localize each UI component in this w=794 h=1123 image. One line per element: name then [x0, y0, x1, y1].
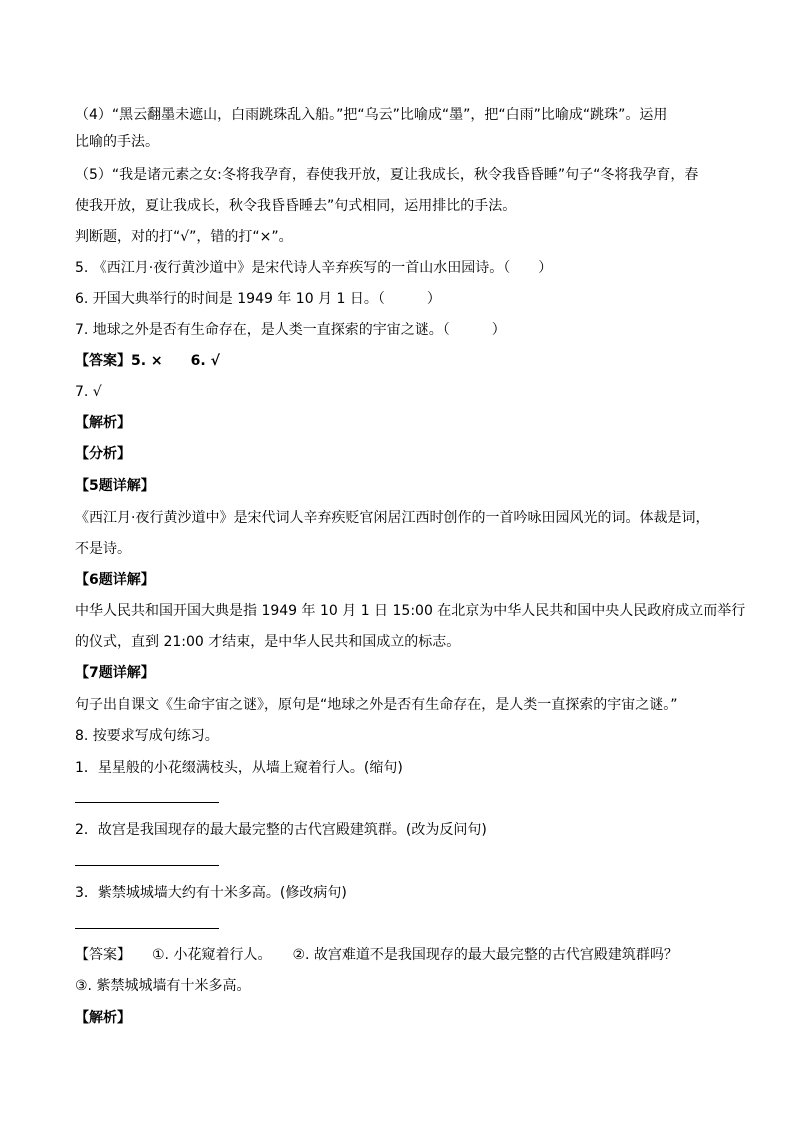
answer-5-6: 【答案】5. × 6. √: [75, 353, 220, 369]
question-7: 7. 地球之外是否有生命存在，是人类一直探索的宇宙之谜。（ ）: [75, 322, 506, 338]
detail-7-text: 句子出自课文《生命宇宙之谜》，原句是“地球之外是否有生命存在，是人类一直探索的宇宙之谜。”: [75, 697, 678, 713]
text-line-q5-cont: 使我开放，夏让我成长，秋令我昏昏睡去”句式相同，运用排比的手法。: [75, 198, 517, 214]
question-8-3: 3．紫禁城城墙大约有十米多高。(修改病句): [75, 885, 347, 901]
analysis-heading: 【解析】: [75, 415, 131, 431]
text-line-q4-cont: 比喻的手法。: [75, 134, 159, 150]
answer-7: 7. √: [75, 384, 102, 400]
question-8-2: 2．故宫是我国现存的最大最完整的古代宫殿建筑群。(改为反问句): [75, 822, 487, 838]
detail-5-text-cont: 不是诗。: [75, 541, 131, 557]
answer-blank-2: [75, 865, 219, 866]
answer-blank-3: [75, 928, 219, 929]
answer-blank-1: [75, 802, 219, 803]
detail-6-text: 中华人民共和国开国大典是指 1949 年 10 月 1 日 15:00 在北京为中华人民共和国中央人民政府成立而举行: [75, 603, 746, 619]
detail-6-text-cont: 的仪式，直到 21:00 才结束，是中华人民共和国成立的标志。: [75, 634, 461, 650]
question-8-1: 1．星星般的小花缀满枝头，从墙上窥着行人。(缩句): [75, 760, 403, 776]
text-line-q5: （5）“我是诸元素之女:冬将我孕育，春使我开放，夏让我成长，秋令我昏昏睡”句子“冬将我孕育，春: [75, 167, 699, 183]
detail-5-heading: 【5题详解】: [75, 478, 155, 494]
question-6: 6. 开国大典举行的时间是 1949 年 10 月 1 日。（ ）: [75, 291, 441, 307]
detail-6-heading: 【6题详解】: [75, 572, 155, 588]
answer-8-cont: ③. 紫禁城城墙有十米多高。: [75, 978, 251, 994]
fenxi-heading: 【分析】: [75, 446, 131, 462]
judge-instruction: 判断题，对的打“√”，错的打“×”。: [75, 229, 293, 245]
analysis-heading-2: 【解析】: [75, 1010, 131, 1026]
question-8: 8. 按要求写成句练习。: [75, 728, 219, 744]
detail-5-text: 《西江月·夜行黄沙道中》是宋代词人辛弃疾贬官闲居江西时创作的一首吟咏田园风光的词。体裁是词，: [75, 510, 710, 526]
text-line-q4: （4）“黑云翻墨未遮山，白雨跳珠乱入船。”把“乌云”比喻成“墨”，把“白雨”比喻成“跳珠”。运用: [75, 107, 668, 123]
question-5: 5. 《西江月·夜行黄沙道中》是宋代诗人辛弃疾写的一首山水田园诗。（ ）: [75, 260, 553, 276]
detail-7-heading: 【7题详解】: [75, 665, 155, 681]
answer-8: 【答案】 ①. 小花窥着行人。 ②. 故宫难道不是我国现存的最大最完整的古代宫殿建筑群吗？: [75, 947, 678, 963]
